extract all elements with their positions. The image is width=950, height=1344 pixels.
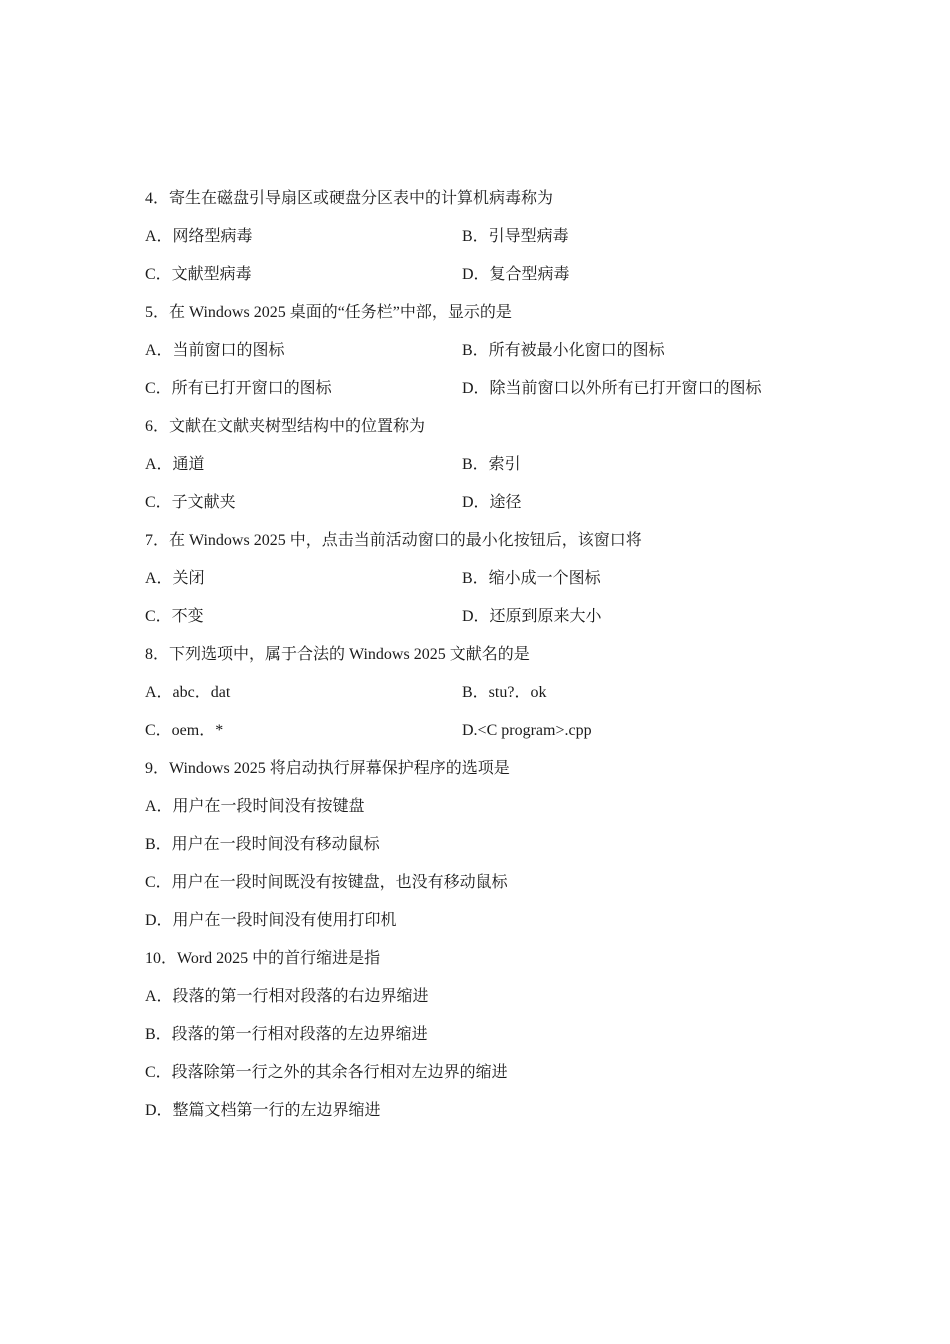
option-row	[145, 674, 845, 712]
question-stem	[145, 636, 845, 674]
option-a: A．通道	[145, 456, 205, 473]
option-c: C．所有已打开窗口的图标	[145, 380, 332, 397]
option-a: A．用户在一段时间没有按键盘	[145, 798, 365, 815]
option-c: C．不变	[145, 608, 204, 625]
option-d: D．途径	[462, 494, 522, 511]
option-c: C．段落除第一行之外的其余各行相对左边界的缩进	[145, 1064, 508, 1081]
option-row	[145, 218, 845, 256]
option-row	[145, 484, 845, 522]
option-b: B．缩小成一个图标	[462, 570, 601, 587]
option-row	[145, 598, 845, 636]
option-d: D.<C program>.cpp	[462, 722, 592, 739]
option-a: A．关闭	[145, 570, 205, 587]
question-stem	[145, 940, 845, 978]
question-stem-text: 10．Word 2025 中的首行缩进是指	[145, 950, 381, 967]
option-row	[145, 446, 845, 484]
option-b: B．用户在一段时间没有移动鼠标	[145, 836, 380, 853]
option-row	[145, 256, 845, 294]
option-b: B．所有被最小化窗口的图标	[462, 342, 665, 359]
option-row	[145, 332, 845, 370]
option-a: A．abc．dat	[145, 684, 231, 701]
question-stem-text: 9．Windows 2025 将启动执行屏幕保护程序的选项是	[145, 760, 510, 777]
question-stem-text: 8．下列选项中，属于合法的 Windows 2025 文献名的是	[145, 646, 530, 663]
option-b: B．段落的第一行相对段落的左边界缩进	[145, 1026, 428, 1043]
question-stem	[145, 408, 845, 446]
question-stem-text: 5．在 Windows 2025 桌面的“任务栏”中部，显示的是	[145, 304, 512, 321]
option-d: D．用户在一段时间没有使用打印机	[145, 912, 397, 929]
option-row	[145, 560, 845, 598]
option-c: C．文献型病毒	[145, 266, 252, 283]
option-a: A．网络型病毒	[145, 228, 253, 245]
question-stem	[145, 750, 845, 788]
option-d: D．整篇文档第一行的左边界缩进	[145, 1102, 381, 1119]
option-d: D．复合型病毒	[462, 266, 570, 283]
option-row	[145, 712, 845, 750]
option-a: A．段落的第一行相对段落的右边界缩进	[145, 988, 429, 1005]
question-stem	[145, 180, 845, 218]
question-stem-text: 6．文献在文献夹树型结构中的位置称为	[145, 418, 426, 435]
option-b: B．索引	[462, 456, 521, 473]
option-row	[145, 370, 845, 408]
option-c: C．子文献夹	[145, 494, 236, 511]
option-d: D．除当前窗口以外所有已打开窗口的图标	[462, 380, 762, 397]
question-stem	[145, 522, 845, 560]
option-b: B．引导型病毒	[462, 228, 569, 245]
option-c: C．用户在一段时间既没有按键盘，也没有移动鼠标	[145, 874, 508, 891]
option-b: B．stu?．ok	[462, 684, 547, 701]
question-list	[145, 180, 845, 1130]
question-stem	[145, 294, 845, 332]
question-stem-text: 7．在 Windows 2025 中，点击当前活动窗口的最小化按钮后，该窗口将	[145, 532, 642, 549]
option-d: D．还原到原来大小	[462, 608, 602, 625]
option-c: C．oem．*	[145, 722, 224, 739]
question-stem-text: 4．寄生在磁盘引导扇区或硬盘分区表中的计算机病毒称为	[145, 190, 554, 207]
option-a: A．当前窗口的图标	[145, 342, 285, 359]
